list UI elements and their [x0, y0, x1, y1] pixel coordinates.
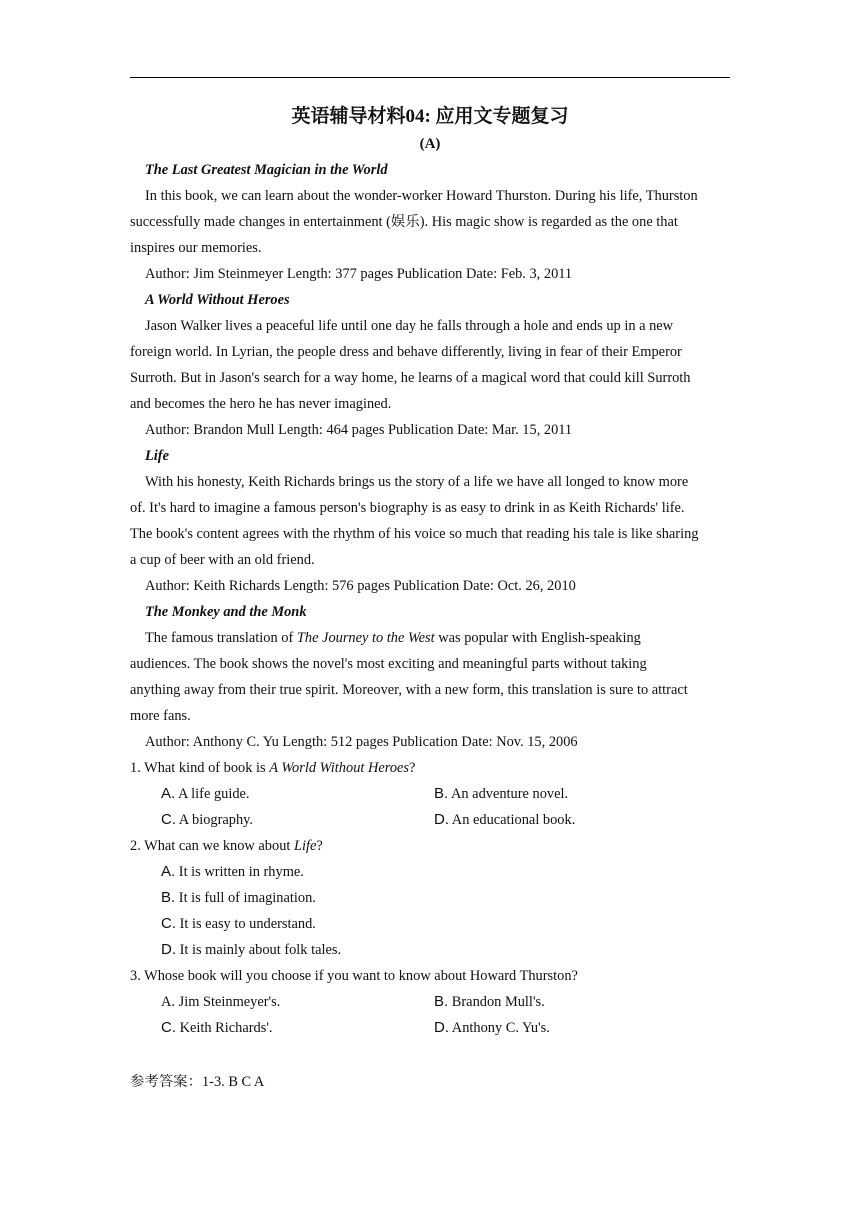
book-text-line: and becomes the hero he has never imagined. [130, 396, 392, 412]
book-meta: Author: Brandon Mull Length: 464 pages Publication Date: Mar. 15, 2011 [145, 422, 573, 438]
book-text-line: audiences. The book shows the novel's most exciting and meaningful parts without taking [130, 656, 647, 672]
question-3: 3. Whose book will you choose if you want to know about Howard Thurston? [130, 968, 578, 984]
option-c[interactable] [161, 807, 434, 833]
book-title: Life [145, 448, 169, 464]
book-text-line: In this book, we can learn about the wonder-worker Howard Thurston. During his life, Thurston [145, 188, 698, 204]
book-text-line: a cup of beer with an old friend. [130, 552, 315, 568]
option-row [130, 1015, 730, 1041]
option-letter: C. [161, 811, 176, 828]
option-text: A life guide. [175, 786, 250, 802]
option-text: An educational book. [449, 812, 576, 828]
option-text: Keith Richards'. [176, 1020, 273, 1036]
option-text: A biography. [176, 812, 254, 828]
option-c[interactable] [130, 911, 730, 937]
text-run: 1. What kind of book is [130, 760, 270, 776]
text-run: was popular with English-speaking [434, 630, 641, 646]
italic-title: Life [293, 838, 317, 854]
option-letter: A. [161, 863, 176, 880]
option-letter: D. [434, 1019, 449, 1036]
book-text-line [130, 625, 730, 651]
book-title: A World Without Heroes [145, 292, 290, 308]
answer-key: 参考答案：1-3. B C A [130, 1074, 265, 1090]
book-text-line: of. It's hard to imagine a famous person's biography is as easy to drink in as Keith Richards' life. [130, 500, 685, 516]
option-row [130, 989, 730, 1015]
option-a[interactable] [161, 989, 434, 1015]
option-text: It is easy to understand. [176, 916, 316, 932]
header-rule [130, 77, 730, 78]
option-letter: A. [161, 785, 176, 802]
question-1 [130, 755, 730, 781]
text-run: ? [316, 838, 323, 854]
book-title: The Monkey and the Monk [145, 604, 307, 620]
option-letter: B. [434, 993, 449, 1010]
option-b[interactable] [130, 885, 730, 911]
italic-title: A World Without Heroes [269, 760, 410, 776]
book-text-line: Jason Walker lives a peaceful life until one day he falls through a hole and ends up in a new [145, 318, 674, 334]
text-run: ? [409, 760, 416, 776]
book-meta: Author: Keith Richards Length: 576 pages Publication Date: Oct. 26, 2010 [145, 578, 576, 594]
option-letter: D. [161, 941, 176, 958]
book-text-line: The book's content agrees with the rhythm of his voice so much that reading his tale is like sharing [130, 526, 699, 542]
book-meta: Author: Anthony C. Yu Length: 512 pages Publication Date: Nov. 15, 2006 [145, 734, 578, 750]
option-d[interactable] [434, 807, 575, 833]
book-text-line: successfully made changes in entertainment (娱乐). His magic show is regarded as the one that [130, 214, 678, 230]
option-row [130, 781, 730, 807]
option-letter: B. [161, 889, 176, 906]
book-text-line: anything away from their true spirit. Moreover, with a new form, this translation is sure to attract [130, 682, 688, 698]
book-text-line: more fans. [130, 708, 191, 724]
section-label: (A) [419, 136, 441, 152]
document-body [130, 157, 730, 1041]
option-letter: B. [434, 785, 449, 802]
option-a[interactable] [161, 781, 434, 807]
italic-title: The Journey to the West [296, 630, 435, 646]
book-text-line: foreign world. In Lyrian, the people dress and behave differently, living in fear of their Emperor [130, 344, 682, 360]
page-title: 英语辅导材料04: 应用文专题复习 [291, 106, 569, 127]
option-letter: D. [434, 811, 449, 828]
book-title: The Last Greatest Magician in the World [145, 162, 388, 178]
option-d[interactable] [434, 1015, 550, 1041]
option-a[interactable] [130, 859, 730, 885]
question-2 [130, 833, 730, 859]
option-text: Anthony C. Yu's. [449, 1020, 550, 1036]
option-d[interactable] [130, 937, 730, 963]
text-run: 2. What can we know about [130, 838, 294, 854]
option-text: It is full of imagination. [175, 890, 316, 906]
book-text-line: With his honesty, Keith Richards brings us the story of a life we have all longed to know more [145, 474, 689, 490]
option-letter: C. [161, 915, 176, 932]
option-row [130, 807, 730, 833]
text-run: The famous translation of [145, 630, 297, 646]
option-letter: A. [161, 994, 175, 1010]
book-text-line: inspires our memories. [130, 240, 262, 256]
option-text: It is written in rhyme. [175, 864, 304, 880]
option-text: An adventure novel. [448, 786, 569, 802]
book-meta: Author: Jim Steinmeyer Length: 377 pages Publication Date: Feb. 3, 2011 [145, 266, 573, 282]
option-b[interactable] [434, 781, 568, 807]
option-letter: C. [161, 1019, 176, 1036]
book-text-line: Surroth. But in Jason's search for a way home, he learns of a magical word that could kill Surroth [130, 370, 691, 386]
option-b[interactable] [434, 989, 545, 1015]
option-text: It is mainly about folk tales. [176, 942, 342, 958]
option-text: Brandon Mull's. [448, 994, 545, 1010]
option-c[interactable] [161, 1015, 434, 1041]
option-text: Jim Steinmeyer's. [175, 994, 281, 1010]
